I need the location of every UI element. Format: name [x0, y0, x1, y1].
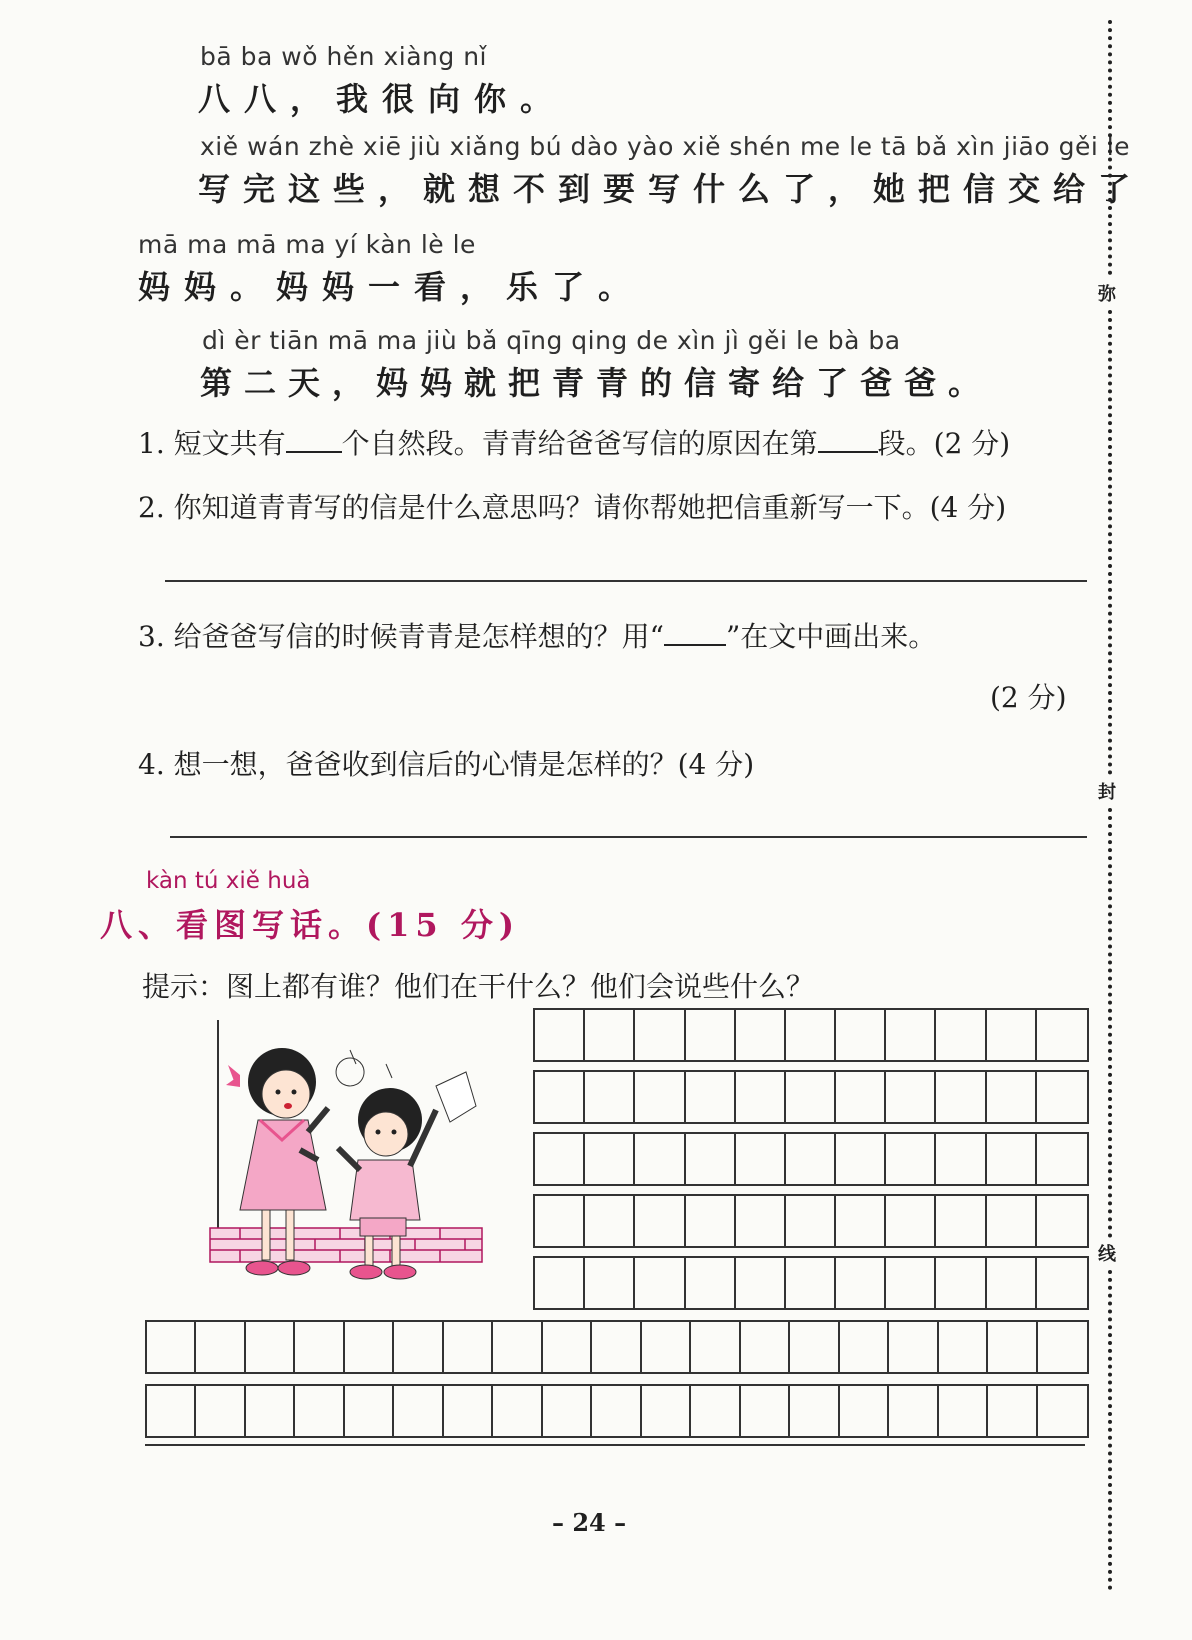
- question-1-part-b: 个自然段。青青给爸爸写信的原因在第: [341, 427, 818, 460]
- writing-grid-row-6[interactable]: [145, 1320, 1089, 1374]
- writing-grid-row-2[interactable]: [533, 1070, 1089, 1124]
- writing-grid-row-4[interactable]: [533, 1194, 1089, 1248]
- margin-char-1: 弥: [1098, 284, 1116, 305]
- question-4: 4. 想一想，爸爸收到信后的心情是怎样的？(4 分): [138, 748, 755, 781]
- question-3-part-a: 3. 给爸爸写信的时候青青是怎样想的？用“: [138, 620, 664, 653]
- section-8-pinyin: kàn tú xiě huà: [146, 868, 311, 894]
- question-3-underline-sample: [664, 640, 726, 646]
- margin-dotted-line-1: [1108, 20, 1112, 275]
- brick-wall: [210, 1228, 482, 1262]
- question-2: 2. 你知道青青写的信是什么意思吗？请你帮她把信重新写一下。(4 分): [138, 491, 1007, 524]
- writing-grid-row-3[interactable]: [533, 1132, 1089, 1186]
- writing-grid-row-5[interactable]: [533, 1256, 1089, 1310]
- passage-line2-text: 写完这些，就想不到要写什么了，她把信交给了: [198, 170, 1144, 208]
- section-8-title: 八、看图写话。(15 分): [100, 906, 520, 944]
- margin-char-2: 封: [1098, 782, 1116, 803]
- question-1: [138, 422, 1010, 462]
- writing-grid-row-7[interactable]: [145, 1384, 1089, 1438]
- question-2-answer-line[interactable]: [165, 580, 1087, 582]
- question-4-answer-line[interactable]: [170, 836, 1087, 838]
- margin-dotted-line-3: [1108, 808, 1112, 1238]
- writing-grid-bottom-line: [145, 1444, 1085, 1446]
- margin-char-3: 线: [1098, 1244, 1116, 1265]
- passage-line2-pinyin: xiě wán zhè xiē jiù xiǎng bú dào yào xiě shén me le tā bǎ xìn jiāo gěi le: [200, 132, 1131, 161]
- section-8-hint: 提示：图上都有谁？他们在干什么？他们会说些什么？: [142, 970, 815, 1003]
- passage-line1-text: 八八，我很向你。: [198, 80, 567, 118]
- question-1-blank-count[interactable]: [286, 447, 342, 453]
- question-3-part-b: ”在文中画出来。: [725, 620, 937, 653]
- question-1-part-a: 1. 短文共有: [138, 427, 286, 460]
- passage-line1-pinyin: bā ba wǒ hěn xiàng nǐ: [200, 42, 487, 71]
- passage-line3-pinyin: mā ma mā ma yí kàn lè le: [138, 230, 476, 259]
- passage-line4-text: 第二天，妈妈就把青青的信寄给了爸爸。: [200, 364, 993, 402]
- question-1-blank-paragraph[interactable]: [818, 447, 878, 453]
- question-3-score: (2 分): [990, 681, 1067, 714]
- question-1-part-c: 段。(2 分): [877, 427, 1011, 460]
- margin-dotted-line-2: [1108, 310, 1112, 775]
- question-3: [138, 615, 936, 655]
- passage-line3-text: 妈妈。妈妈一看，乐了。: [138, 268, 645, 306]
- passage-line4-pinyin: dì èr tiān mā ma jiù bǎ qīng qing de xìn jì gěi le bà ba: [202, 326, 901, 355]
- writing-grid-row-1[interactable]: [533, 1008, 1089, 1062]
- margin-dotted-line-4: [1108, 1270, 1112, 1590]
- illustration-children-wall: [200, 1020, 490, 1290]
- page-number: – 24 –: [552, 1508, 627, 1537]
